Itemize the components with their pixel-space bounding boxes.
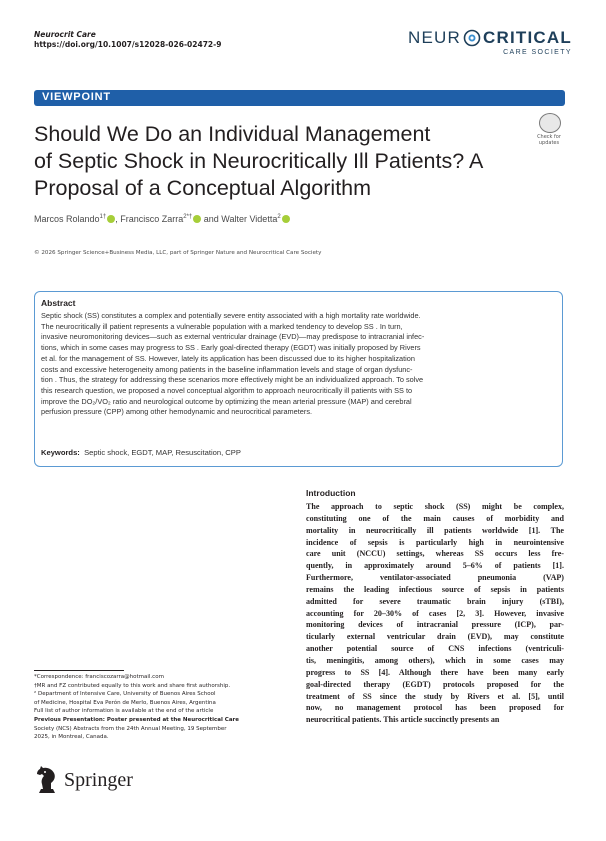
author-name[interactable]: Francisco Zarra [120, 214, 184, 224]
abstract-line: Septic shock (SS) constitutes a complex and potentially severe entity associated with a high mortality rate worldwide. [41, 311, 421, 320]
society-logo-word2: CRITICAL [482, 28, 572, 47]
keywords-list: Septic shock, EGDT, MAP, Resuscitation, CPP [84, 448, 241, 457]
check-updates-line2: updates [538, 140, 560, 146]
abstract-line: this research question, we proposed a novel conceptual algorithm to approach neurocritically ill patients with SS to [41, 385, 413, 395]
footnote-line: of Medicine, Hospital Eva Perón de Merlo, Buenos Aires, Argentina [34, 699, 216, 706]
footnote-line: Society (NCS) Abstracts from the 24th Annual Meeting, 19 September [34, 725, 227, 732]
abstract-heading: Abstract [41, 298, 76, 308]
footnote-line: †MR and FZ contributed equally to this work and share first authorship. [34, 682, 231, 689]
footnote-line: 2025, in Montreal, Canada. [34, 734, 109, 741]
intro-line: The approach to septic shock (SS) might be complex, [306, 502, 564, 511]
intro-line: accounting for 20–30% of cases [2, 3]. However, invasive [306, 608, 564, 618]
society-logo-word1: NEUR [408, 28, 461, 47]
intro-line: goal-directed therapy (EGDT) protocols proposed for the [306, 679, 564, 689]
author-separator: , [115, 214, 121, 224]
footnotes [34, 673, 284, 742]
author-affil: 2 [277, 214, 281, 220]
title-line: Proposal of a Conceptual Algorithm [34, 176, 372, 200]
introduction-text [306, 501, 564, 726]
abstract-line: perfusion pressure (CPP) among other hemodynamic and neurocritical parameters. [41, 407, 313, 417]
title-line: Should We Do an Individual Management [34, 122, 431, 146]
author-affil: 1† [99, 214, 107, 220]
check-updates-line1: Check for [537, 134, 561, 140]
footnote-line: Previous Presentation: Poster presented at the Neurocritical Care [34, 716, 239, 723]
journal-name: Neurocrit Care [34, 30, 96, 39]
footnote-line: Full list of author information is available at the end of the article [34, 708, 214, 715]
abstract-line: invasive neuromonitoring devices—such as external ventricular drainage (EVD)—may predispose to intracranial infec- [41, 332, 425, 342]
check-updates-icon [539, 113, 561, 133]
intro-line: monitoring devices of intracranial pressure (ICP), par- [306, 620, 564, 630]
abstract-line: tion . Thus, the strategy for addressing these scenarios more effectively might be an individualized approach. To solve [41, 375, 424, 385]
intro-line: now, no management protocol has been proposed for [306, 703, 564, 713]
intro-line: treatment of SS since the study by Rivers et al. [5], until [306, 691, 564, 701]
abstract-line: costs and excessive heterogeneity among patients in the baseline inflammation levels and stage of organ dysfunc- [41, 364, 413, 374]
intro-line: ticularly external ventricular drain (EVD), may constitute [306, 632, 564, 642]
intro-line: mortality in neurocritically ill patients worldwide [1]. The [306, 525, 564, 535]
intro-line: tis, meningitis, among others), which in some cases may [306, 655, 564, 665]
article-title [34, 121, 534, 202]
abstract-text [41, 311, 556, 418]
intro-line: constituting one of the main causes of morbidity and [306, 513, 564, 523]
abstract-line: The neurocritically ill patient represents a vulnerable population with a marked tendency to develop SS . In turn, [41, 321, 403, 331]
check-for-updates-button[interactable] [531, 113, 567, 155]
article-type-label: VIEWPOINT [42, 91, 111, 103]
abstract-line: et al. for the management of SS. However, lately its application has been discussed due to its higher hospitalization [41, 353, 415, 363]
keywords-label: Keywords: [41, 448, 80, 457]
footnote-line: ² Department of Intensive Care, University of Buenos Aires School [34, 691, 216, 698]
intro-line: incidence of sepsis is particularly high in neurointensive [306, 537, 564, 547]
brain-circle-icon [462, 29, 482, 47]
intro-line: another potential source of CNS infections (ventriculi- [306, 644, 564, 654]
footnote-divider [34, 670, 124, 671]
intro-line: Furthermore, ventilator-associated pneumonia (VAP) [306, 573, 564, 583]
author-affil: 2*† [183, 214, 193, 220]
author-name[interactable]: Marcos Rolando [34, 214, 100, 224]
chess-knight-icon [34, 765, 60, 795]
doi-link[interactable]: https://doi.org/10.1007/s12028-026-02472-9 [34, 40, 222, 49]
abstract-box [34, 291, 563, 467]
society-logo-subtitle: CARE SOCIETY [503, 49, 572, 56]
author-conjunction: and [201, 214, 222, 224]
footnote-line: *Correspondence: franciscozarra@hotmail.com [34, 674, 164, 680]
intro-line: neurocritical patients. This article succinctly presents an [306, 715, 500, 725]
orcid-icon[interactable] [282, 215, 290, 223]
copyright-notice: © 2026 Springer Science+Business Media, LLC, part of Springer Nature and Neurocritical Care Society [34, 250, 322, 256]
introduction-heading: Introduction [306, 488, 356, 498]
publisher-name: Springer [64, 769, 133, 791]
abstract-line: improve the DO₂/VO₂ ratio and neurological outcome by optimizing the mean arterial pressure (MAP) and cerebral [41, 396, 412, 406]
intro-line: care unit (NCCU) settings, whereas SS occurs less fre- [306, 549, 564, 559]
author-list [34, 214, 290, 224]
intro-line: admitted for severe traumatic brain injury (sTBI), [306, 596, 564, 606]
intro-line: remains the leading infectious source of sepsis in patients [306, 584, 564, 594]
title-line: of Septic Shock in Neurocritically Ill Patients? A [34, 149, 484, 173]
intro-line: progress to SS [4]. Although there have been many early [306, 667, 564, 677]
author-name[interactable]: Walter Videtta [221, 214, 278, 224]
intro-line: quently, in approximately around 5–6% of patients [1]. [306, 561, 564, 571]
abstract-line: tions, which in some cases may progress to SS . Early goal-directed therapy (EGDT) was initially proposed by Rivers [41, 343, 421, 353]
article-type-banner [34, 90, 565, 106]
publisher-logo [34, 765, 164, 797]
keywords-row [41, 448, 241, 457]
society-logo [408, 28, 576, 62]
